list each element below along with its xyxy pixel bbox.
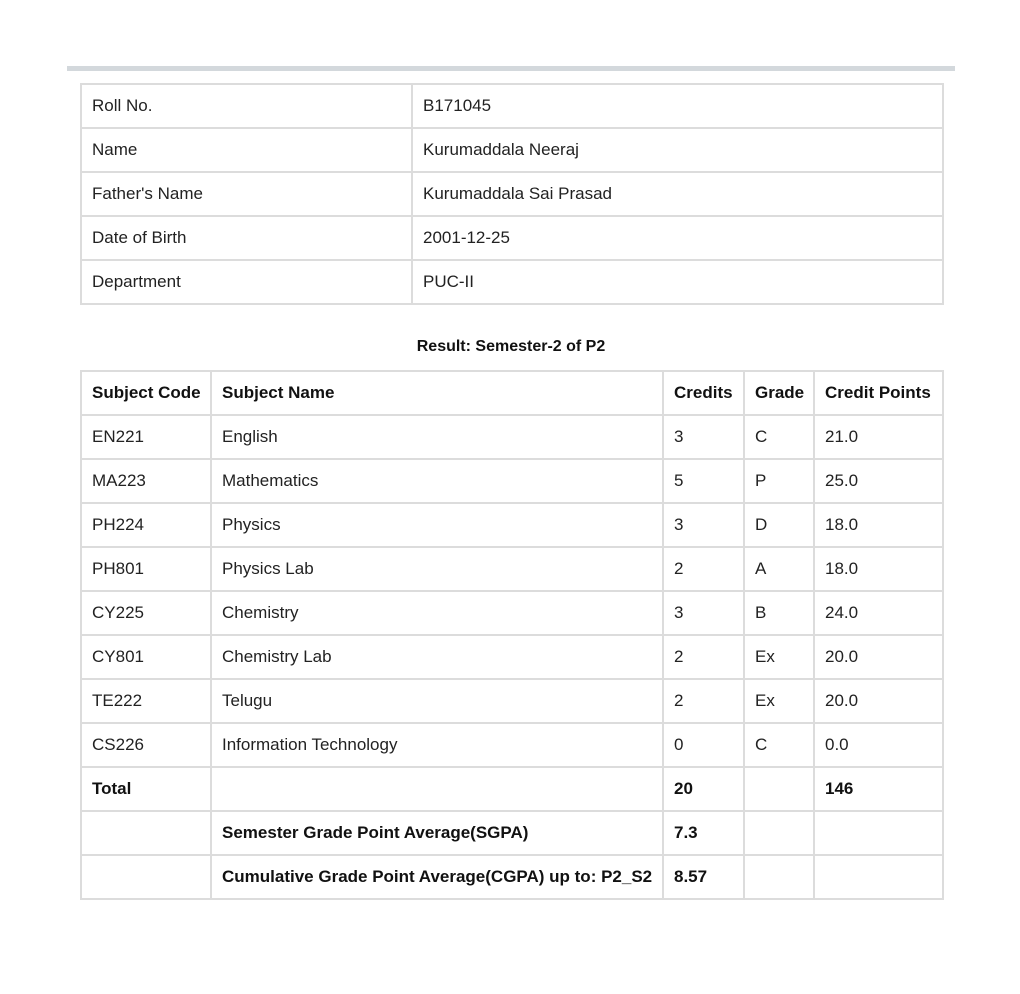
grade-header: Grade xyxy=(744,371,814,415)
sgpa-code-cell xyxy=(81,811,211,855)
subject-name-cell: Mathematics xyxy=(211,459,663,503)
sgpa-label: Semester Grade Point Average(SGPA) xyxy=(211,811,663,855)
subject-rows xyxy=(81,415,943,767)
credits-cell: 5 xyxy=(663,459,744,503)
total-name-cell xyxy=(211,767,663,811)
info-row-roll-no xyxy=(81,84,943,128)
roll-no-label: Roll No. xyxy=(81,84,412,128)
subject-code-cell: CY801 xyxy=(81,635,211,679)
credits-cell: 3 xyxy=(663,503,744,547)
grade-cell: Ex xyxy=(744,635,814,679)
result-caption: Result: Semester-2 of P2 xyxy=(416,338,606,355)
subject-row xyxy=(81,679,943,723)
subject-code-cell: CY225 xyxy=(81,591,211,635)
cgpa-code-cell xyxy=(81,855,211,899)
subject-row xyxy=(81,591,943,635)
grade-cell: C xyxy=(744,723,814,767)
department-value: PUC-II xyxy=(412,260,943,304)
total-grade-cell xyxy=(744,767,814,811)
grade-cell: C xyxy=(744,415,814,459)
name-value: Kurumaddala Neeraj xyxy=(412,128,943,172)
subject-name-cell: Telugu xyxy=(211,679,663,723)
grade-cell: D xyxy=(744,503,814,547)
result-table xyxy=(80,370,944,900)
credit-points-cell: 18.0 xyxy=(814,547,943,591)
subject-name-header: Subject Name xyxy=(211,371,663,415)
credit-points-cell: 0.0 xyxy=(814,723,943,767)
result-header-row xyxy=(81,371,943,415)
credits-cell: 0 xyxy=(663,723,744,767)
credits-cell: 2 xyxy=(663,547,744,591)
subject-name-cell: Chemistry Lab xyxy=(211,635,663,679)
subject-code-cell: EN221 xyxy=(81,415,211,459)
subject-row xyxy=(81,415,943,459)
cgpa-row xyxy=(81,855,943,899)
credit-points-cell: 20.0 xyxy=(814,679,943,723)
top-divider xyxy=(67,66,955,71)
department-label: Department xyxy=(81,260,412,304)
cgpa-label: Cumulative Grade Point Average(CGPA) up to: P2_S2 xyxy=(211,855,663,899)
info-row-father-name xyxy=(81,172,943,216)
credit-points-cell: 21.0 xyxy=(814,415,943,459)
name-label: Name xyxy=(81,128,412,172)
subject-code-cell: PH801 xyxy=(81,547,211,591)
credits-header: Credits xyxy=(663,371,744,415)
subject-row xyxy=(81,723,943,767)
cgpa-value: 8.57 xyxy=(663,855,744,899)
credit-points-cell: 18.0 xyxy=(814,503,943,547)
sgpa-points-cell xyxy=(814,811,943,855)
cgpa-points-cell xyxy=(814,855,943,899)
credits-cell: 3 xyxy=(663,415,744,459)
grade-cell: A xyxy=(744,547,814,591)
subject-code-cell: PH224 xyxy=(81,503,211,547)
date-of-birth-value: 2001-12-25 xyxy=(412,216,943,260)
subject-name-cell: Physics Lab xyxy=(211,547,663,591)
total-row xyxy=(81,767,943,811)
subject-name-cell: Physics xyxy=(211,503,663,547)
sgpa-row xyxy=(81,811,943,855)
credit-points-header: Credit Points xyxy=(814,371,943,415)
credits-cell: 2 xyxy=(663,635,744,679)
subject-row xyxy=(81,503,943,547)
grade-cell: Ex xyxy=(744,679,814,723)
credit-points-cell: 25.0 xyxy=(814,459,943,503)
grade-cell: B xyxy=(744,591,814,635)
father-name-value: Kurumaddala Sai Prasad xyxy=(412,172,943,216)
sgpa-grade-cell xyxy=(744,811,814,855)
subject-code-header: Subject Code xyxy=(81,371,211,415)
total-credit-points: 146 xyxy=(814,767,943,811)
credits-cell: 3 xyxy=(663,591,744,635)
subject-row xyxy=(81,635,943,679)
credits-cell: 2 xyxy=(663,679,744,723)
date-of-birth-label: Date of Birth xyxy=(81,216,412,260)
subject-code-cell: TE222 xyxy=(81,679,211,723)
info-row-name xyxy=(81,128,943,172)
sgpa-value: 7.3 xyxy=(663,811,744,855)
credit-points-cell: 24.0 xyxy=(814,591,943,635)
roll-no-value: B171045 xyxy=(412,84,943,128)
subject-row xyxy=(81,459,943,503)
student-info-table xyxy=(80,83,944,305)
info-row-department xyxy=(81,260,943,304)
cgpa-grade-cell xyxy=(744,855,814,899)
grade-cell: P xyxy=(744,459,814,503)
subject-name-cell: Information Technology xyxy=(211,723,663,767)
subject-row xyxy=(81,547,943,591)
subject-name-cell: Chemistry xyxy=(211,591,663,635)
total-label: Total xyxy=(81,767,211,811)
father-name-label: Father's Name xyxy=(81,172,412,216)
subject-code-cell: CS226 xyxy=(81,723,211,767)
subject-code-cell: MA223 xyxy=(81,459,211,503)
info-row-date-of-birth xyxy=(81,216,943,260)
total-credits: 20 xyxy=(663,767,744,811)
subject-name-cell: English xyxy=(211,415,663,459)
credit-points-cell: 20.0 xyxy=(814,635,943,679)
